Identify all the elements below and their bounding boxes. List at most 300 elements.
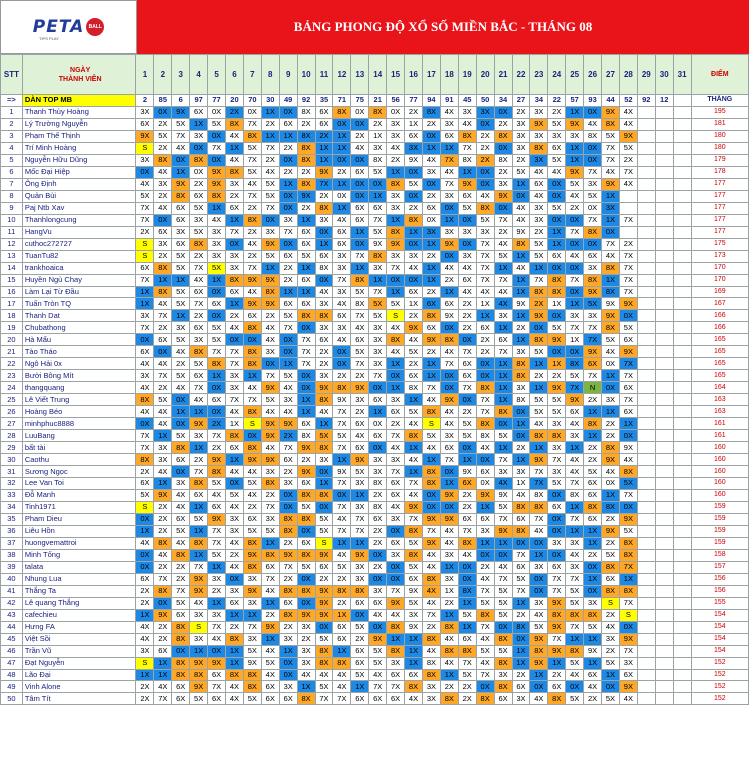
row-cell[interactable]: 6X (172, 238, 190, 250)
row-cell[interactable]: 0X (315, 274, 333, 286)
row-cell[interactable]: 2X (154, 322, 172, 334)
row-cell[interactable]: 8X (297, 430, 315, 442)
row-cell[interactable]: 9X (297, 190, 315, 202)
row-cell[interactable]: 0X (297, 370, 315, 382)
row-cell[interactable]: 1X (387, 214, 405, 226)
row-cell[interactable]: 3X (190, 334, 208, 346)
row-cell[interactable] (673, 274, 691, 286)
row-cell[interactable]: 3X (512, 693, 530, 705)
row-cell[interactable]: 3X (226, 250, 244, 262)
row-cell[interactable]: 0X (369, 621, 387, 633)
row-cell[interactable]: 7X (351, 250, 369, 262)
row-cell[interactable]: 7X (476, 262, 494, 274)
row-cell[interactable]: 3X (458, 106, 476, 118)
row-stt[interactable]: 8 (1, 190, 23, 202)
row-cell[interactable]: 9X (548, 597, 566, 609)
row-cell[interactable]: 0X (279, 190, 297, 202)
row-cell[interactable] (655, 418, 673, 430)
row-cell[interactable]: 9X (261, 274, 279, 286)
row-cell[interactable]: 1X (530, 549, 548, 561)
row-stt[interactable]: 37 (1, 537, 23, 549)
row-cell[interactable]: 8X (619, 537, 637, 549)
row-cell[interactable]: 9X (243, 274, 261, 286)
row-cell[interactable]: 8X (548, 274, 566, 286)
row-cell[interactable]: 8X (297, 585, 315, 597)
row-cell[interactable]: 6X (226, 442, 244, 454)
row-cell[interactable]: 0X (422, 214, 440, 226)
row-cell[interactable]: 7X (619, 286, 637, 298)
row-cell[interactable]: 2X (351, 370, 369, 382)
row-cell[interactable]: 6X (458, 190, 476, 202)
row-cell[interactable]: 5X (190, 226, 208, 238)
top-row-cell[interactable]: 71 (333, 95, 351, 107)
header-day[interactable]: 17 (422, 55, 440, 95)
row-cell[interactable] (673, 118, 691, 130)
row-cell[interactable]: 1X (190, 118, 208, 130)
row-score[interactable]: 180 (691, 142, 748, 154)
row-cell[interactable]: 3X (566, 430, 584, 442)
top-row-cell[interactable]: 77 (405, 95, 423, 107)
row-cell[interactable]: 1X (154, 430, 172, 442)
row-cell[interactable]: 1X (494, 382, 512, 394)
row-cell[interactable]: 6X (512, 681, 530, 693)
row-cell[interactable]: 9X (530, 633, 548, 645)
row-cell[interactable] (673, 406, 691, 418)
row-cell[interactable]: 6X (351, 693, 369, 705)
row-cell[interactable]: 9X (351, 549, 369, 561)
row-cell[interactable]: 3X (458, 250, 476, 262)
row-cell[interactable]: 2X (315, 358, 333, 370)
row-cell[interactable]: 3X (566, 537, 584, 549)
row-cell[interactable]: 9X (172, 178, 190, 190)
row-cell[interactable]: 3X (440, 190, 458, 202)
row-cell[interactable]: 5X (548, 202, 566, 214)
row-cell[interactable]: 3X (136, 645, 154, 657)
row-cell[interactable]: 9X (243, 298, 261, 310)
row-cell[interactable]: 8X (530, 142, 548, 154)
row-cell[interactable]: 1X (548, 238, 566, 250)
row-cell[interactable]: 6X (566, 406, 584, 418)
row-cell[interactable]: 1X (530, 669, 548, 681)
row-cell[interactable] (673, 537, 691, 549)
row-cell[interactable]: 0X (476, 681, 494, 693)
row-cell[interactable]: 5X (172, 250, 190, 262)
header-day[interactable]: 7 (243, 55, 261, 95)
row-cell[interactable]: 6X (387, 537, 405, 549)
row-cell[interactable]: 0X (226, 334, 244, 346)
row-cell[interactable]: 9X (369, 633, 387, 645)
row-cell[interactable]: 1X (566, 154, 584, 166)
row-cell[interactable]: 8X (333, 106, 351, 118)
row-cell[interactable]: 1X (512, 274, 530, 286)
row-score[interactable]: 160 (691, 466, 748, 478)
row-cell[interactable]: 7X (619, 358, 637, 370)
row-cell[interactable]: 2X (422, 346, 440, 358)
row-cell[interactable]: 1X (405, 633, 423, 645)
row-cell[interactable]: 0X (369, 178, 387, 190)
row-cell[interactable]: 0X (458, 214, 476, 226)
row-cell[interactable]: 3X (351, 573, 369, 585)
row-cell[interactable]: 6X (387, 669, 405, 681)
row-cell[interactable] (655, 202, 673, 214)
row-cell[interactable]: 1X (208, 274, 226, 286)
row-cell[interactable]: 3X (208, 573, 226, 585)
row-cell[interactable]: 1X (548, 657, 566, 669)
row-cell[interactable]: 1X (512, 657, 530, 669)
row-cell[interactable]: 3X (548, 130, 566, 142)
row-cell[interactable]: 7X (602, 154, 620, 166)
row-cell[interactable]: 7X (458, 346, 476, 358)
row-cell[interactable] (637, 346, 655, 358)
row-cell[interactable]: 0X (584, 585, 602, 597)
row-cell[interactable]: 4X (154, 202, 172, 214)
row-cell[interactable]: 1X (172, 166, 190, 178)
row-cell[interactable]: 4X (369, 669, 387, 681)
row-name[interactable]: Ông Định (22, 178, 136, 190)
row-cell[interactable]: 7X (226, 346, 244, 358)
row-cell[interactable]: S (422, 418, 440, 430)
row-cell[interactable]: 6X (279, 597, 297, 609)
row-cell[interactable]: 4X (226, 693, 244, 705)
row-cell[interactable]: 4X (243, 466, 261, 478)
row-cell[interactable] (637, 262, 655, 274)
row-cell[interactable]: 6X (243, 513, 261, 525)
row-cell[interactable] (655, 370, 673, 382)
row-cell[interactable]: 3X (333, 286, 351, 298)
row-cell[interactable]: 8X (584, 274, 602, 286)
row-cell[interactable]: 6X (619, 382, 637, 394)
row-cell[interactable]: 7X (548, 633, 566, 645)
row-cell[interactable]: 1X (387, 166, 405, 178)
row-cell[interactable] (655, 549, 673, 561)
header-name[interactable] (22, 55, 136, 95)
row-cell[interactable]: 8X (458, 130, 476, 142)
header-day[interactable]: 22 (512, 55, 530, 95)
row-cell[interactable]: 4X (172, 537, 190, 549)
row-cell[interactable]: 4X (333, 681, 351, 693)
row-cell[interactable]: 7X (333, 418, 351, 430)
row-cell[interactable]: 6X (619, 406, 637, 418)
row-score[interactable]: 160 (691, 442, 748, 454)
row-cell[interactable]: 5X (369, 310, 387, 322)
row-cell[interactable]: 6X (297, 238, 315, 250)
top-row-cell[interactable]: 93 (584, 95, 602, 107)
row-cell[interactable]: 2X (190, 310, 208, 322)
row-cell[interactable]: 1X (351, 226, 369, 238)
row-cell[interactable] (673, 334, 691, 346)
row-cell[interactable]: 3X (369, 346, 387, 358)
row-score[interactable]: 165 (691, 334, 748, 346)
row-cell[interactable]: 6X (333, 238, 351, 250)
row-cell[interactable]: 7X (333, 478, 351, 490)
row-cell[interactable] (655, 478, 673, 490)
row-cell[interactable]: 0X (440, 202, 458, 214)
row-cell[interactable]: 6X (422, 298, 440, 310)
row-cell[interactable]: 0X (279, 238, 297, 250)
row-cell[interactable]: 3X (136, 106, 154, 118)
row-cell[interactable]: 0X (136, 334, 154, 346)
row-cell[interactable]: 1X (458, 597, 476, 609)
row-cell[interactable]: 5X (566, 585, 584, 597)
row-cell[interactable]: 2X (261, 310, 279, 322)
row-cell[interactable]: 8X (387, 621, 405, 633)
row-stt[interactable]: 15 (1, 274, 23, 286)
row-cell[interactable] (673, 358, 691, 370)
row-cell[interactable] (655, 466, 673, 478)
row-cell[interactable]: 4X (172, 142, 190, 154)
row-cell[interactable]: 0X (476, 549, 494, 561)
row-cell[interactable]: 1X (494, 262, 512, 274)
row-stt[interactable]: 41 (1, 585, 23, 597)
row-cell[interactable]: 7X (530, 513, 548, 525)
row-cell[interactable] (673, 561, 691, 573)
row-cell[interactable]: 1X (512, 597, 530, 609)
row-cell[interactable]: 4X (315, 286, 333, 298)
row-cell[interactable]: 7X (333, 274, 351, 286)
row-cell[interactable]: 7X (297, 358, 315, 370)
row-cell[interactable]: 3X (548, 442, 566, 454)
row-cell[interactable]: 1X (279, 358, 297, 370)
row-cell[interactable] (637, 226, 655, 238)
row-cell[interactable]: 1X (369, 130, 387, 142)
row-name[interactable]: Tâm Tít (22, 693, 136, 705)
row-cell[interactable]: 2X (422, 286, 440, 298)
row-cell[interactable]: 5X (190, 513, 208, 525)
row-cell[interactable]: 2X (602, 609, 620, 621)
row-cell[interactable]: 0X (261, 214, 279, 226)
row-cell[interactable]: 7X (530, 478, 548, 490)
row-cell[interactable]: 4X (530, 525, 548, 537)
row-cell[interactable]: 5X (172, 430, 190, 442)
row-cell[interactable]: 0X (476, 118, 494, 130)
row-cell[interactable]: 2X (476, 154, 494, 166)
row-cell[interactable]: 5X (512, 166, 530, 178)
row-cell[interactable]: 8X (387, 334, 405, 346)
row-score[interactable]: 165 (691, 346, 748, 358)
row-cell[interactable] (673, 214, 691, 226)
row-cell[interactable]: 9X (405, 621, 423, 633)
row-score[interactable]: 152 (691, 657, 748, 669)
row-cell[interactable]: 0X (136, 418, 154, 430)
row-stt[interactable]: 39 (1, 561, 23, 573)
row-cell[interactable]: 4X (226, 130, 244, 142)
row-cell[interactable]: S (619, 609, 637, 621)
row-cell[interactable]: 3X (619, 657, 637, 669)
row-cell[interactable]: 8X (387, 645, 405, 657)
row-cell[interactable]: 1X (422, 454, 440, 466)
row-cell[interactable]: 2X (226, 621, 244, 633)
row-cell[interactable]: 3X (261, 513, 279, 525)
row-cell[interactable]: 3X (387, 202, 405, 214)
row-cell[interactable]: 8X (279, 585, 297, 597)
row-cell[interactable]: 0X (566, 681, 584, 693)
row-cell[interactable]: 8X (584, 501, 602, 513)
row-cell[interactable]: 5X (297, 561, 315, 573)
row-cell[interactable]: 0X (494, 202, 512, 214)
row-name[interactable]: Sương Ngọc (22, 466, 136, 478)
row-cell[interactable]: 7X (154, 370, 172, 382)
row-cell[interactable] (637, 645, 655, 657)
row-cell[interactable]: 4X (530, 693, 548, 705)
row-cell[interactable]: 7X (279, 226, 297, 238)
row-cell[interactable]: 1X (333, 645, 351, 657)
row-cell[interactable] (637, 657, 655, 669)
row-score[interactable]: 175 (691, 238, 748, 250)
row-cell[interactable]: 4X (190, 274, 208, 286)
row-cell[interactable]: 0X (440, 501, 458, 513)
row-cell[interactable]: 5X (333, 430, 351, 442)
row-cell[interactable] (637, 442, 655, 454)
row-cell[interactable]: 4X (261, 166, 279, 178)
row-cell[interactable]: 7X (476, 406, 494, 418)
row-cell[interactable]: 2X (584, 442, 602, 454)
row-cell[interactable]: 5X (458, 418, 476, 430)
row-cell[interactable]: 5X (530, 250, 548, 262)
row-cell[interactable]: 8X (297, 178, 315, 190)
row-cell[interactable] (673, 621, 691, 633)
row-cell[interactable]: 1X (405, 118, 423, 130)
row-cell[interactable]: 1X (422, 142, 440, 154)
row-cell[interactable] (673, 202, 691, 214)
row-score[interactable]: 159 (691, 501, 748, 513)
row-cell[interactable]: 0X (208, 310, 226, 322)
row-cell[interactable]: 7X (190, 561, 208, 573)
row-cell[interactable]: 6X (458, 274, 476, 286)
row-cell[interactable]: 3X (243, 597, 261, 609)
row-cell[interactable]: 3X (315, 298, 333, 310)
row-cell[interactable]: 4X (494, 561, 512, 573)
row-cell[interactable]: 6X (548, 142, 566, 154)
row-stt[interactable]: 36 (1, 525, 23, 537)
row-cell[interactable] (673, 346, 691, 358)
row-cell[interactable]: 1X (279, 286, 297, 298)
row-cell[interactable]: 9X (190, 573, 208, 585)
row-cell[interactable]: 4X (566, 250, 584, 262)
row-name[interactable]: Đỗ Manh (22, 489, 136, 501)
row-cell[interactable] (655, 645, 673, 657)
row-cell[interactable]: 3X (315, 214, 333, 226)
row-cell[interactable]: 1X (190, 406, 208, 418)
row-cell[interactable]: 8X (405, 430, 423, 442)
row-cell[interactable] (655, 454, 673, 466)
row-name[interactable]: Huyền Ngủ Chay (22, 274, 136, 286)
row-cell[interactable]: 3X (333, 250, 351, 262)
row-cell[interactable]: 2X (476, 561, 494, 573)
row-cell[interactable]: 0X (136, 166, 154, 178)
row-cell[interactable]: 6X (226, 597, 244, 609)
row-cell[interactable]: 2X (154, 142, 172, 154)
row-cell[interactable]: 3X (226, 513, 244, 525)
row-cell[interactable]: 5X (351, 669, 369, 681)
row-cell[interactable]: 2X (190, 250, 208, 262)
row-cell[interactable]: 0X (387, 370, 405, 382)
row-cell[interactable]: 2X (512, 442, 530, 454)
row-cell[interactable]: 7X (566, 382, 584, 394)
row-cell[interactable]: 5X (566, 693, 584, 705)
row-cell[interactable]: 6X (405, 286, 423, 298)
row-name[interactable]: Caothu (22, 454, 136, 466)
row-cell[interactable]: S (136, 501, 154, 513)
row-cell[interactable]: 4X (440, 346, 458, 358)
row-cell[interactable] (673, 645, 691, 657)
row-cell[interactable]: 4X (440, 633, 458, 645)
row-cell[interactable]: 1X (512, 178, 530, 190)
row-cell[interactable]: 3X (530, 202, 548, 214)
row-cell[interactable]: 6X (154, 226, 172, 238)
row-cell[interactable]: 9X (279, 418, 297, 430)
header-day[interactable]: 19 (458, 55, 476, 95)
row-cell[interactable]: 8X (315, 202, 333, 214)
row-cell[interactable]: 8X (530, 489, 548, 501)
row-cell[interactable]: 9X (261, 238, 279, 250)
row-cell[interactable]: 2X (279, 621, 297, 633)
row-cell[interactable]: 1X (226, 298, 244, 310)
row-cell[interactable]: 5X (476, 645, 494, 657)
row-cell[interactable] (655, 214, 673, 226)
row-cell[interactable]: 2X (297, 202, 315, 214)
row-cell[interactable]: 8X (172, 633, 190, 645)
row-cell[interactable]: 9X (261, 418, 279, 430)
row-cell[interactable]: 1X (297, 262, 315, 274)
row-cell[interactable] (655, 142, 673, 154)
row-cell[interactable]: 3X (405, 609, 423, 621)
row-cell[interactable]: 0X (458, 238, 476, 250)
row-cell[interactable]: 3X (387, 118, 405, 130)
row-cell[interactable] (637, 274, 655, 286)
row-cell[interactable]: 1X (333, 202, 351, 214)
header-day[interactable]: 11 (315, 55, 333, 95)
row-cell[interactable]: 2X (136, 466, 154, 478)
row-cell[interactable]: 4X (226, 681, 244, 693)
row-cell[interactable]: 1X (208, 370, 226, 382)
row-cell[interactable]: 1X (279, 178, 297, 190)
row-cell[interactable]: 0X (512, 190, 530, 202)
row-cell[interactable]: 4X (154, 418, 172, 430)
row-cell[interactable]: 7X (494, 573, 512, 585)
row-cell[interactable]: 1X (190, 645, 208, 657)
row-name[interactable]: cafechieu (22, 609, 136, 621)
row-cell[interactable]: 2X (333, 597, 351, 609)
row-cell[interactable]: 0X (584, 238, 602, 250)
row-cell[interactable]: 8X (405, 382, 423, 394)
row-cell[interactable]: 9X (566, 394, 584, 406)
row-cell[interactable] (655, 286, 673, 298)
row-name[interactable]: minhphuc8888 (22, 418, 136, 430)
row-cell[interactable]: 5X (619, 142, 637, 154)
row-cell[interactable]: 1X (172, 274, 190, 286)
row-cell[interactable]: 0X (333, 118, 351, 130)
row-name[interactable]: TuanTu82 (22, 250, 136, 262)
top-row-cell[interactable]: 2 (136, 95, 154, 107)
header-day[interactable]: 13 (351, 55, 369, 95)
row-cell[interactable]: 7X (602, 142, 620, 154)
row-stt[interactable]: 40 (1, 573, 23, 585)
row-cell[interactable]: 9X (315, 609, 333, 621)
row-cell[interactable]: 0X (440, 382, 458, 394)
row-cell[interactable]: 4X (566, 454, 584, 466)
row-cell[interactable]: 0X (530, 537, 548, 549)
row-cell[interactable]: 4X (226, 322, 244, 334)
row-cell[interactable]: 8X (369, 250, 387, 262)
row-cell[interactable]: 1X (387, 382, 405, 394)
row-cell[interactable]: 8X (530, 334, 548, 346)
row-cell[interactable]: 2X (297, 454, 315, 466)
row-cell[interactable]: 6X (136, 262, 154, 274)
header-day[interactable]: 21 (494, 55, 512, 95)
row-cell[interactable]: 2X (243, 501, 261, 513)
row-name[interactable]: Mốc Đại Hiệp (22, 166, 136, 178)
row-cell[interactable]: 8X (548, 609, 566, 621)
